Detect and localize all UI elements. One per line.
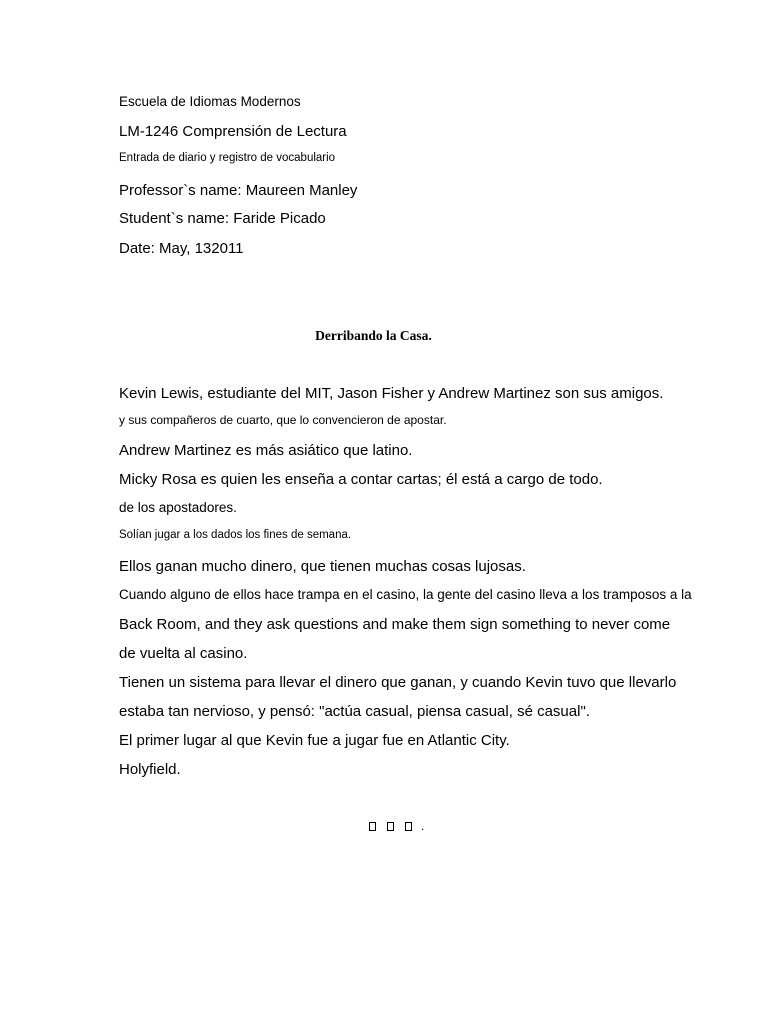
body-line-14: Holyfield. <box>119 761 181 778</box>
body-line-11: Tienen un sistema para llevar el dinero que ganan, y cuando Kevin tuvo que llevarlo <box>119 674 677 691</box>
body-line-2: y sus compañeros de cuarto, que lo convencieron de apostar. <box>119 413 447 427</box>
school-name: Escuela de Idiomas Modernos <box>119 94 301 109</box>
body-line-1: Kevin Lewis, estudiante del MIT, Jason Fisher y Andrew Martinez son sus amigos. <box>119 385 664 402</box>
body-line-8: Cuando alguno de ellos hace trampa en el casino, la gente del casino lleva a los tramposos a la <box>119 587 692 602</box>
body-line-7: Ellos ganan mucho dinero, que tienen muchas cosas lujosas. <box>119 558 526 575</box>
missing-glyph-box-icon <box>369 822 376 831</box>
assignment-subtitle: Entrada de diario y registro de vocabulario <box>119 152 336 164</box>
body-line-6: Solían jugar a los dados los fines de semana. <box>119 529 352 541</box>
course-title: LM-1246 Comprensión de Lectura <box>119 123 347 140</box>
missing-glyph-box-icon <box>387 822 394 831</box>
body-line-5: de los apostadores. <box>119 500 237 515</box>
body-line-10: de vuelta al casino. <box>119 645 248 662</box>
date-line: Date: May, 132011 <box>119 240 244 257</box>
missing-glyph-box-icon <box>405 822 412 831</box>
missing-glyphs-mark <box>369 820 424 832</box>
footer-period: . <box>421 819 425 833</box>
document-title: Derribando la Casa. <box>315 328 432 343</box>
body-line-4: Micky Rosa es quien les enseña a contar cartas; él está a cargo de todo. <box>119 471 603 488</box>
professor-name: Professor`s name: Maureen Manley <box>119 182 358 199</box>
body-line-13: El primer lugar al que Kevin fue a jugar fue en Atlantic City. <box>119 732 510 749</box>
student-name: Student`s name: Faride Picado <box>119 210 326 227</box>
body-line-9: Back Room, and they ask questions and make them sign something to never come <box>119 616 671 633</box>
body-line-12: estaba tan nervioso, y pensó: "actúa casual, piensa casual, sé casual". <box>119 703 590 720</box>
body-line-3: Andrew Martinez es más asiático que latino. <box>119 442 413 459</box>
